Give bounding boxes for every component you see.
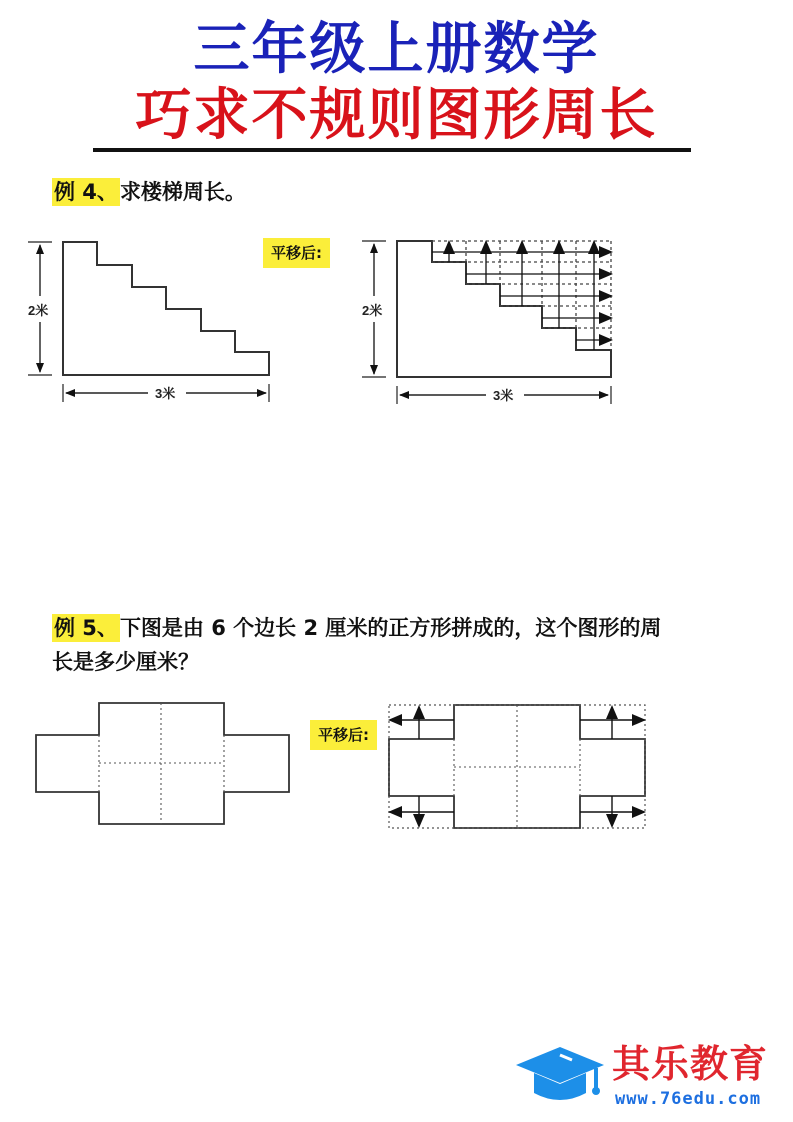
width-label-right: 3米 (493, 388, 514, 403)
example-5-question-line-1: 下图是由 6 个边长 2 厘米的正方形拼成的，这个图形的周 (119, 616, 662, 640)
cross-shape-original (36, 703, 289, 824)
title-line-2: 巧求不规则图形周长 (135, 83, 658, 148)
example-5-label: 例 5、 (54, 616, 118, 640)
brand-name: 其乐教育 (612, 1042, 769, 1086)
cross-shape-translated (389, 705, 645, 828)
brand-url[interactable]: www.76edu.com (615, 1089, 762, 1109)
staircase-original (63, 242, 269, 375)
example-4-label: 例 4、 (54, 180, 118, 204)
height-label-right: 2米 (362, 303, 383, 318)
example-5-heading (52, 613, 762, 643)
title-line-1: 三年级上册数学 (193, 17, 600, 82)
example-4-question: 求楼梯周长。 (119, 180, 246, 204)
height-label-left: 2米 (28, 303, 49, 318)
example-5-translated-tag: 平移后: (310, 720, 377, 750)
example-5-question-line-2: 长是多少厘米？ (52, 650, 199, 674)
width-label-left: 3米 (155, 386, 176, 401)
example-4-translated-tag: 平移后: (263, 238, 330, 268)
graduation-cap-icon (512, 1043, 608, 1109)
staircase-translated (397, 241, 611, 377)
